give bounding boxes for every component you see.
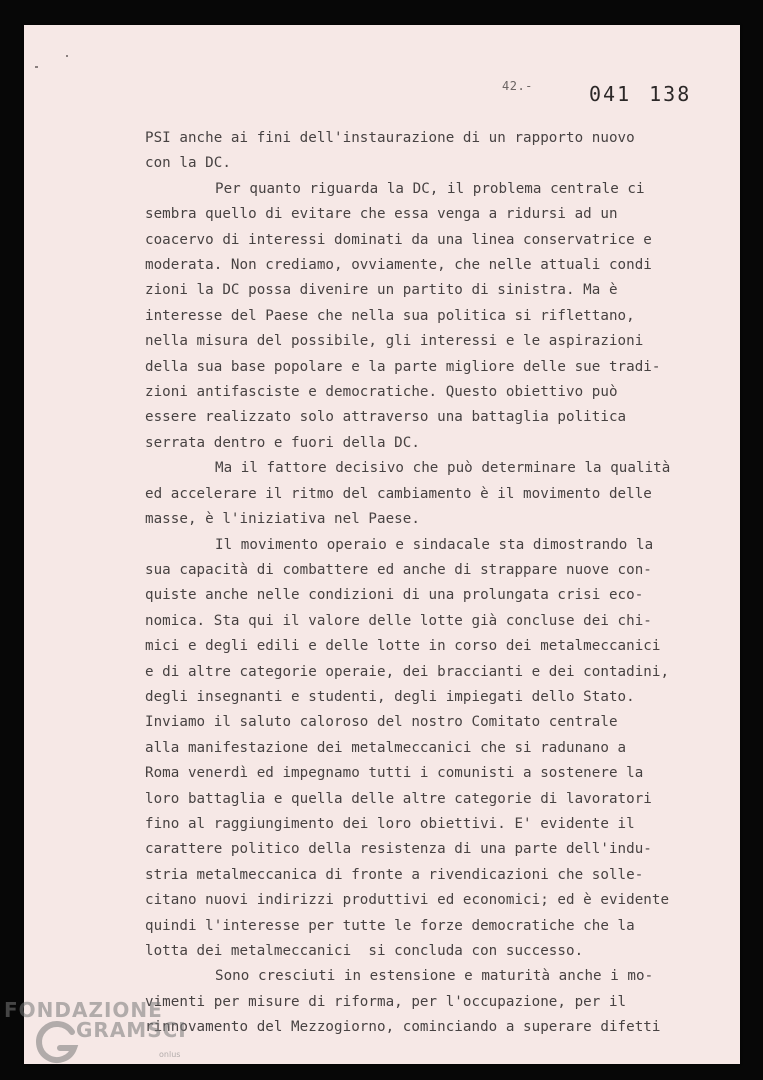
text-line: zioni la DC possa divenire un partito di sinistra. Ma è <box>145 282 618 299</box>
paper-speck <box>35 66 38 68</box>
text-line: mici e degli edili e delle lotte in corso dei metalmeccanici <box>145 638 661 655</box>
text-line: Inviamo il saluto caloroso del nostro Comitato centrale <box>145 714 618 731</box>
watermark-line1: FONDAZIONE <box>4 998 163 1022</box>
text-line: nomica. Sta qui il valore delle lotte già concluse dei chi- <box>145 612 652 629</box>
text-line: ed accelerare il ritmo del cambiamento è il movimento delle <box>145 485 652 502</box>
text-line: citano nuovi indirizzi produttivi ed economici; ed è evidente <box>145 892 670 909</box>
text-line: Il movimento operaio e sindacale sta dimostrando la <box>215 536 654 553</box>
text-line: masse, è l'iniziativa nel Paese. <box>145 511 420 528</box>
text-line: degli insegnanti e studenti, degli impiegati dello Stato. <box>145 688 635 705</box>
text-line: alla manifestazione dei metalmeccanici che si radunano a <box>145 739 627 756</box>
watermark-sub: onlus <box>159 1050 181 1059</box>
text-line: quindi l'interesse per tutte le forze democratiche che la <box>145 917 635 934</box>
text-line: sembra quello di evitare che essa venga a ridursi ad un <box>145 206 618 223</box>
archive-watermark <box>4 998 204 1078</box>
text-line: stria metalmeccanica di fronte a rivendicazioni che solle- <box>145 866 644 883</box>
text-line: Per quanto riguarda la DC, il problema centrale ci <box>215 180 645 197</box>
text-line: interesse del Paese che nella sua politica si riflettano, <box>145 307 635 324</box>
text-line: lotta dei metalmeccanici si concluda con successo. <box>145 943 584 959</box>
text-line: Ma il fattore decisivo che può determinare la qualità <box>215 460 671 477</box>
text-line: fino al raggiungimento dei loro obiettivi. E' evidente il <box>145 815 635 832</box>
text-line: moderata. Non crediamo, ovviamente, che nelle attuali condi <box>145 257 652 274</box>
text-line: vimenti per misure di riforma, per l'occupazione, per il <box>145 993 627 1010</box>
text-line: carattere politico della resistenza di una parte dell'indu- <box>145 841 652 858</box>
document-body <box>145 126 705 1041</box>
text-line: loro battaglia e quella delle altre categorie di lavoratori <box>145 790 652 807</box>
text-line: Roma venerdì ed impegnamo tutti i comunisti a sostenere la <box>145 765 644 782</box>
text-line: coacervo di interessi dominati da una linea conservatrice e <box>145 231 652 248</box>
watermark-logo-icon <box>34 1020 80 1066</box>
text-line: e di altre categorie operaie, dei braccianti e dei contadini, <box>145 663 670 680</box>
page-number: 42.- <box>502 79 533 93</box>
paper-speck <box>66 55 68 57</box>
text-line: nella misura del possibile, gli interessi e le aspirazioni <box>145 333 644 350</box>
archive-number <box>589 82 691 106</box>
archive-number-part-b: 138 <box>649 82 692 106</box>
watermark-line2: GRAMSCI <box>76 1018 187 1042</box>
text-line: quiste anche nelle condizioni di una prolungata crisi eco- <box>145 587 644 604</box>
text-line: zioni antifasciste e democratiche. Questo obiettivo può <box>145 384 618 401</box>
text-line: serrata dentro e fuori della DC. <box>145 434 420 451</box>
text-line: con la DC. <box>145 155 231 172</box>
text-line: sua capacità di combattere ed anche di strappare nuove con- <box>145 561 652 578</box>
text-line: PSI anche ai fini dell'instaurazione di un rapporto nuovo <box>145 130 635 146</box>
text-line: essere realizzato solo attraverso una battaglia politica <box>145 409 627 426</box>
text-line: Sono cresciuti in estensione e maturità anche i mo- <box>215 968 654 985</box>
text-line: della sua base popolare e la parte migliore delle sue tradi- <box>145 358 661 375</box>
archive-number-part-a: 041 <box>589 82 632 106</box>
text-line: rinnovamento del Mezzogiorno, cominciando a superare difetti <box>145 1019 661 1036</box>
